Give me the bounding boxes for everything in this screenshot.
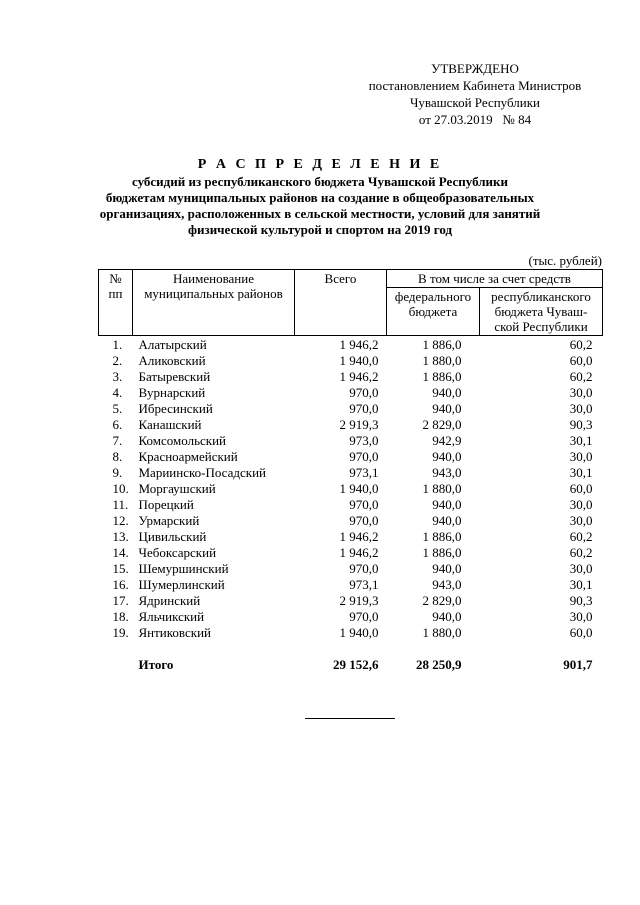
header-number-line1: № [109, 271, 122, 286]
approval-republic: Чувашской Республики [409, 95, 541, 110]
row-number: 1. [112, 336, 123, 352]
row-district-name: Комсомольский [138, 432, 226, 448]
header-number-line2: пп [108, 286, 123, 301]
table-row [99, 464, 603, 480]
row-federal: 1 886,0 [422, 544, 462, 560]
table-row [99, 352, 603, 368]
row-number: 5. [112, 400, 123, 416]
row-federal: 2 829,0 [422, 416, 462, 432]
row-federal: 1 880,0 [422, 352, 462, 368]
row-total: 1 940,0 [339, 480, 379, 496]
row-republic: 30,0 [569, 496, 593, 512]
total-row [99, 640, 603, 672]
header-republic [480, 288, 603, 336]
row-district-name: Мариинско-Посадский [138, 464, 266, 480]
row-federal: 940,0 [432, 512, 462, 528]
header-name [133, 270, 295, 336]
row-total: 973,0 [349, 432, 379, 448]
row-district-name: Шумерлинский [138, 576, 225, 592]
row-total: 973,1 [349, 576, 379, 592]
row-district-name: Ибресинский [138, 400, 213, 416]
row-district-name: Батыревский [138, 368, 211, 384]
row-federal: 942,9 [432, 432, 462, 448]
approval-title: УТВЕРЖДЕНО [431, 61, 519, 76]
table-row [99, 336, 603, 353]
row-total: 970,0 [349, 400, 379, 416]
row-district-name: Моргаушский [138, 480, 216, 496]
row-district-name: Янтиковский [138, 624, 211, 640]
row-federal: 940,0 [432, 448, 462, 464]
table-row [99, 496, 603, 512]
row-republic: 30,1 [569, 576, 593, 592]
row-number: 7. [112, 432, 123, 448]
row-total: 1 946,2 [339, 368, 379, 384]
row-total: 970,0 [349, 512, 379, 528]
header-including: В том числе за счет средств [387, 270, 603, 288]
header-federal-line1: федерального [394, 289, 472, 304]
row-republic: 60,0 [569, 352, 593, 368]
row-number: 11. [112, 496, 129, 512]
row-republic: 30,0 [569, 560, 593, 576]
row-number: 15. [112, 560, 129, 576]
row-number: 6. [112, 416, 123, 432]
row-federal: 1 880,0 [422, 480, 462, 496]
row-total: 2 919,3 [339, 416, 379, 432]
row-total: 1 940,0 [339, 352, 379, 368]
title-line-3: организациях, расположенных в сельской местности, условий для занятий [99, 206, 541, 221]
row-federal: 940,0 [432, 400, 462, 416]
row-number: 9. [112, 464, 123, 480]
header-name-line1: Наименование [173, 271, 254, 286]
row-district-name: Яльчикский [138, 608, 205, 624]
header-republic-line1: республиканского [491, 289, 591, 304]
table-body [99, 336, 603, 673]
row-district-name: Урмарский [138, 512, 200, 528]
end-divider [305, 718, 395, 719]
row-republic: 90,3 [569, 416, 593, 432]
header-total: Всего [295, 270, 387, 336]
row-republic: 30,0 [569, 384, 593, 400]
row-total: 970,0 [349, 496, 379, 512]
table-row [99, 528, 603, 544]
row-number: 17. [112, 592, 129, 608]
total-federal: 28 250,9 [416, 656, 462, 672]
row-total: 1 946,2 [339, 528, 379, 544]
row-number: 19. [112, 624, 129, 640]
row-number: 16. [112, 576, 129, 592]
row-district-name: Чебоксарский [138, 544, 217, 560]
row-district-name: Красноармейский [138, 448, 238, 464]
table-row [99, 608, 603, 624]
row-district-name: Алатырский [138, 336, 207, 352]
approval-date-number: от 27.03.2019 № 84 [418, 112, 532, 127]
table-row [99, 384, 603, 400]
title-line-2: бюджетам муниципальных районов на создание в общеобразовательных [105, 190, 535, 205]
header-federal-line2: бюджета [408, 304, 458, 319]
table-row [99, 592, 603, 608]
row-number: 13. [112, 528, 129, 544]
row-republic: 60,2 [569, 336, 593, 352]
total-number [99, 640, 133, 672]
row-republic: 30,0 [569, 448, 593, 464]
row-number: 2. [112, 352, 123, 368]
title-line-4: физической культурой и спортом на 2019 год [187, 222, 453, 237]
table-row [99, 416, 603, 432]
row-total: 970,0 [349, 384, 379, 400]
row-federal: 1 886,0 [422, 528, 462, 544]
row-number: 14. [112, 544, 129, 560]
row-federal: 943,0 [432, 464, 462, 480]
table-row [99, 432, 603, 448]
table-row [99, 512, 603, 528]
row-number: 18. [112, 608, 129, 624]
row-federal: 1 880,0 [422, 624, 462, 640]
total-sum: 29 152,6 [333, 656, 379, 672]
row-federal: 940,0 [432, 608, 462, 624]
row-total: 973,1 [349, 464, 379, 480]
row-republic: 30,1 [569, 432, 593, 448]
row-federal: 1 886,0 [422, 368, 462, 384]
header-name-line2: муниципальных районов [144, 286, 283, 301]
row-number: 3. [112, 368, 123, 384]
row-number: 8. [112, 448, 123, 464]
table-row [99, 368, 603, 384]
row-republic: 60,2 [569, 544, 593, 560]
row-total: 1 940,0 [339, 624, 379, 640]
row-district-name: Порецкий [138, 496, 194, 512]
row-republic: 60,2 [569, 528, 593, 544]
row-federal: 940,0 [432, 560, 462, 576]
row-republic: 60,0 [569, 624, 593, 640]
row-total: 2 919,3 [339, 592, 379, 608]
row-republic: 30,1 [569, 464, 593, 480]
row-total: 970,0 [349, 560, 379, 576]
distribution-table [98, 269, 603, 672]
row-federal: 2 829,0 [422, 592, 462, 608]
row-federal: 1 886,0 [422, 336, 462, 352]
row-republic: 60,2 [569, 368, 593, 384]
row-federal: 943,0 [432, 576, 462, 592]
row-number: 4. [112, 384, 123, 400]
header-number [99, 270, 133, 336]
total-label: Итого [138, 656, 174, 672]
title-main: Р А С П Р Е Д Е Л Е Н И Е [197, 157, 443, 172]
table-row [99, 560, 603, 576]
approval-issuer: постановлением Кабинета Министров [368, 78, 582, 93]
row-federal: 940,0 [432, 496, 462, 512]
table-row [99, 624, 603, 640]
row-district-name: Ядринский [138, 592, 201, 608]
row-district-name: Канашский [138, 416, 202, 432]
row-republic: 60,0 [569, 480, 593, 496]
table-row [99, 480, 603, 496]
row-total: 970,0 [349, 608, 379, 624]
row-district-name: Цивильский [138, 528, 207, 544]
row-total: 970,0 [349, 448, 379, 464]
title-line-1: субсидий из республиканского бюджета Чувашской Республики [131, 174, 509, 189]
document-title [90, 157, 550, 238]
row-number: 10. [112, 480, 129, 496]
header-republic-line2: бюджета Чуваш- [494, 304, 588, 319]
row-republic: 30,0 [569, 608, 593, 624]
row-number: 12. [112, 512, 129, 528]
table-row [99, 400, 603, 416]
table-row [99, 576, 603, 592]
row-republic: 30,0 [569, 512, 593, 528]
row-total: 1 946,2 [339, 544, 379, 560]
row-republic: 90,3 [569, 592, 593, 608]
total-republic: 901,7 [563, 656, 593, 672]
units-label: (тыс. рублей) [528, 253, 602, 268]
header-republic-line3: ской Республики [494, 319, 588, 334]
row-district-name: Вурнарский [138, 384, 206, 400]
row-district-name: Шемуршинский [138, 560, 229, 576]
header-federal [387, 288, 480, 336]
table-row [99, 448, 603, 464]
table-row [99, 544, 603, 560]
approval-block [340, 60, 610, 128]
row-republic: 30,0 [569, 400, 593, 416]
row-total: 1 946,2 [339, 336, 379, 352]
row-district-name: Аликовский [138, 352, 206, 368]
row-federal: 940,0 [432, 384, 462, 400]
